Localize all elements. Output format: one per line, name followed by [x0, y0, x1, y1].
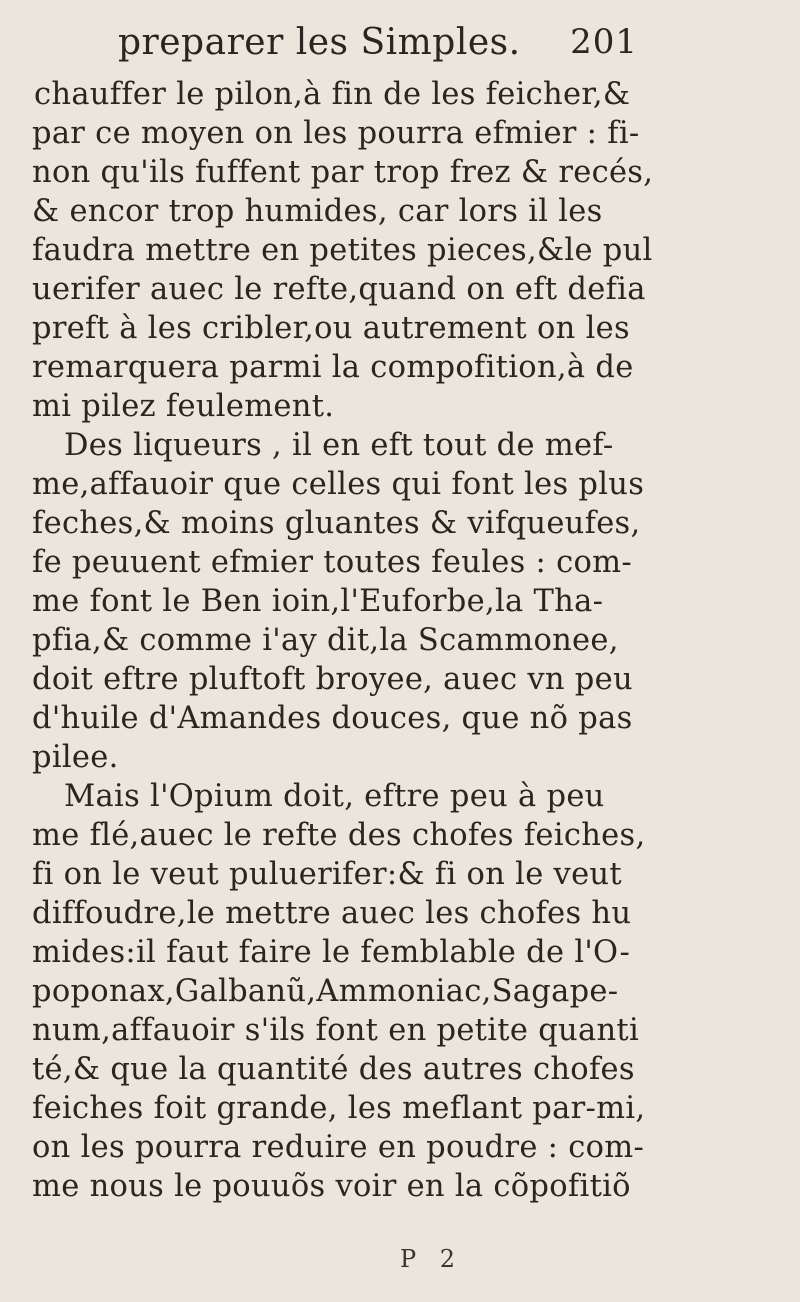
text-line: d'huile d'Amandes douces, que nõ pas	[32, 701, 633, 736]
text-line: mi pilez feulement.	[32, 389, 335, 424]
text-line: pfia,& comme i'ay dit,la Scammonee,	[32, 623, 619, 658]
text-line: mides:il faut faire le femblable de l'O-	[32, 935, 631, 970]
text-line: té,& que la quantité des autres chofes	[32, 1052, 635, 1087]
running-title: preparer les Simples.	[118, 22, 521, 63]
text-line: par ce moyen on les pourra efmier : fi-	[32, 116, 640, 151]
text-line: preft à les cribler,ou autrement on les	[32, 311, 630, 346]
text-line: fe peuuent efmier toutes feules : com-	[32, 545, 632, 580]
running-head	[118, 22, 638, 66]
text-line: diffoudre,le mettre auec les chofes hu	[32, 896, 632, 931]
text-line: & encor trop humides, car lors il les	[32, 194, 603, 229]
text-line: fi on le veut puluerifer:& fi on le veut	[32, 857, 622, 892]
text-line: pilee.	[32, 740, 119, 775]
signature-mark: P 2	[400, 1245, 464, 1273]
text-line: feiches foit grande, les meflant par-mi,	[32, 1091, 646, 1126]
text-line: poponax,Galbanũ,Ammoniac,Sagape-	[32, 974, 619, 1009]
text-line: feches,& moins gluantes & vifqueufes,	[32, 506, 641, 541]
text-line: uerifer auec le refte,quand on eft defia	[32, 272, 646, 307]
text-line: me flé,auec le refte des chofes feiches,	[32, 818, 646, 853]
text-line: chauffer le pilon,à fin de les feicher,&	[34, 77, 631, 112]
text-line: remarquera parmi la compofition,à de	[32, 350, 634, 385]
text-line: me nous le pouuõs voir en la cõpofitiõ	[32, 1169, 631, 1204]
page-number: 201	[570, 22, 638, 62]
text-line: num,affauoir s'ils font en petite quanti	[32, 1013, 640, 1048]
text-line: faudra mettre en petites pieces,&le pul	[32, 233, 653, 268]
text-line: Des liqueurs , il en eft tout de mef-	[64, 428, 614, 463]
text-line: me font le Ben ioin,l'Euforbe,la Tha-	[32, 584, 604, 619]
text-line: Mais l'Opium doit, eftre peu à peu	[64, 779, 605, 814]
text-line: doit eftre pluftoft broyee, auec vn peu	[32, 662, 633, 697]
text-line: me,affauoir que celles qui font les plus	[32, 467, 645, 502]
text-line: non qu'ils fuffent par trop frez & recés,	[32, 155, 654, 190]
text-line: on les pourra reduire en poudre : com-	[32, 1130, 645, 1165]
